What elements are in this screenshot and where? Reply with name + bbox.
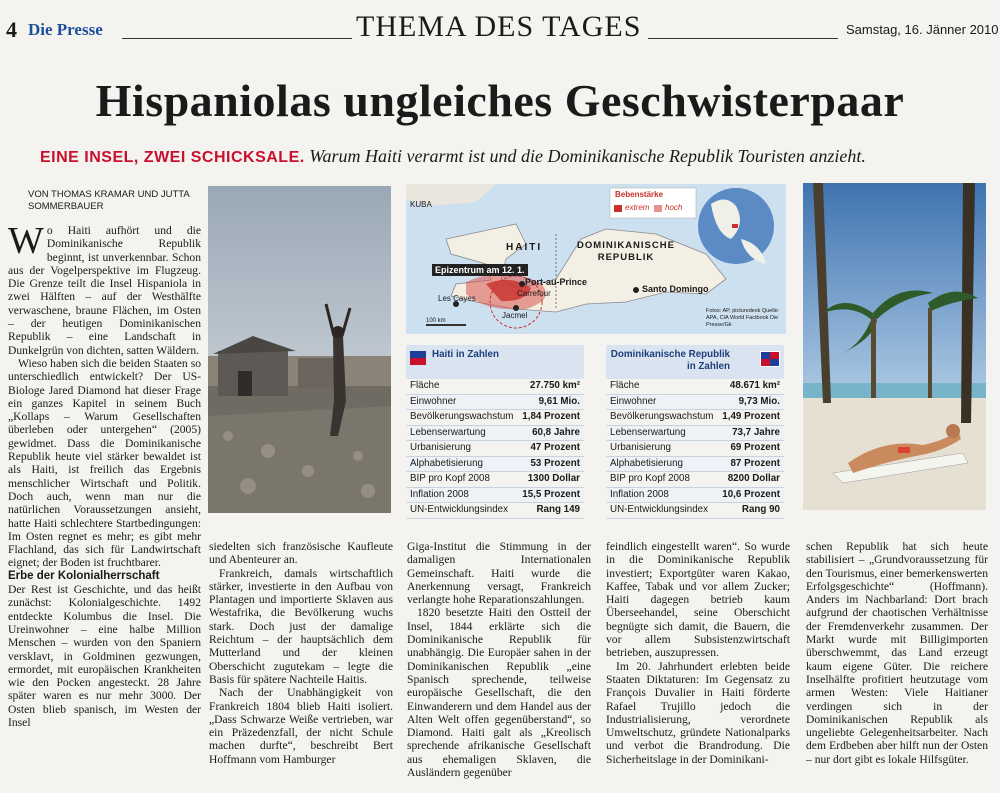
- row-label: Inflation 2008: [410, 488, 469, 500]
- paragraph: feindlich eingestellt waren“. So wurde in die Dominikanische Republik investiert; Exportgüter waren Kakao, Kaffee, Tabak und vor allem Zucker; Haiti dagegen betrieb kaum Überseehandel, seine Oberschicht begnügte sich damit, die Bauern, die vor allem Subsistenzwirtschaft betrieben, auszupressen.: [606, 540, 790, 660]
- row-value: 8200 Dollar: [727, 473, 780, 484]
- row-value: 48.671 km²: [729, 380, 780, 391]
- row-value: 47 Prozent: [530, 442, 580, 453]
- city-jacmel: Jacmel: [502, 311, 528, 320]
- dr-flag-icon: [760, 351, 780, 367]
- row-value: 10,6 Prozent: [722, 488, 780, 500]
- row-label: Fläche: [410, 380, 440, 391]
- article-column-3: [407, 540, 591, 779]
- paragraph: 1820 besetzte Haiti den Ostteil der Insel, 1844 erklärte sich die Dominikanische Republik für unabhängig. Die Europäer sahen in der Dominikanischen Republik „eine Spanisch sprechende, teilweise europäische Gesellschaft, die den Einwanderern und dem Handel aus der Alten Welt offen gegenüberstand“, so Diamond. Haiti galt als „Kreolisch sprechende afrikanische Gesellschaft aus ehemaligen Sklaven, die Ausländern gegenüber: [407, 606, 591, 780]
- table-row: [406, 441, 584, 457]
- table-row: [606, 395, 784, 411]
- haiti-flag-icon: [410, 351, 426, 365]
- table-row: [406, 503, 584, 519]
- paragraph: Nach der Unabhängigkeit von Frankreich 1804 blieb Haiti isoliert. „Dass Schwarze Weiße vertrieben, war ein Präzedenzfall, der nicht Schule machen durfte“, beschreibt Bert Hoffmann vom Hamburger: [209, 686, 393, 766]
- headline: Hispaniolas ungleiches Geschwisterpaar: [95, 75, 905, 126]
- table-row: [406, 488, 584, 504]
- header-rule-left: [122, 38, 352, 39]
- row-value: 73,7 Jahre: [732, 426, 780, 438]
- row-label: BIP pro Kopf 2008: [610, 473, 690, 484]
- table-row: [606, 441, 784, 457]
- row-label: Alphabetisierung: [410, 457, 483, 469]
- map-label-kuba: KUBA: [410, 200, 432, 209]
- table-row: [406, 379, 584, 395]
- table-title: Haiti in Zahlen: [432, 349, 499, 360]
- dr-stats-table: [606, 345, 784, 519]
- issue-date: Samstag, 16. Jänner 2010: [846, 22, 999, 37]
- row-value: 87 Prozent: [730, 457, 780, 469]
- article-column-2: [209, 540, 393, 766]
- photo-haiti-slum: [208, 186, 391, 513]
- row-value: Rang 149: [536, 504, 580, 515]
- table-row: [406, 410, 584, 426]
- section-title: THEMA DES TAGES: [356, 10, 642, 43]
- table-row: [406, 395, 584, 411]
- hispaniola-map: [406, 184, 786, 334]
- paragraph: o Haiti aufhört und die Dominikanische Republik beginnt, ist unverkennbar. Schon aus der Vogelperspektive im Flugzeug. Die Grenze teilt die Insel Hispaniola in zwei Hälften – auf der Westhälfte verwaschene, braune Flächen, im Osten – der heutigen Dominikanischen Republik – eine Landschaft in Dunkelgrün von dichten, satten Wäldern.: [8, 224, 201, 357]
- table-title: Dominikanische Republik in Zahlen: [610, 349, 730, 372]
- legend-extreme: extrem: [625, 203, 650, 212]
- row-label: Fläche: [610, 380, 640, 391]
- table-row: [606, 410, 784, 426]
- paragraph: schen Republik hat sich heute stabilisiert – „Grundvoraussetzung für den Tourismus, einer bemerkenswerten Erfolgsgeschichte“ (Hoffmann). Anders im Nachbarland: Dort brach aufgrund der chaotischen Verhältnisse der Fremdenverkehr zusammen. Der Markt wurde mit Billigimporten überschwemmt, das Land erzeugt kaum eigene Güter. Die reichere Inselhälfte profitiert heutzutage vom armen Westen: Viele Haitianer verdingen sich in der Dominikanischen Republik als ungeliebte Gelegenheitsarbeiter. Nach dem Erdbeben aber hilft nun der Osten – nur dort gibt es lokale Hilfsgüter.: [806, 540, 988, 766]
- row-label: Einwohner: [610, 395, 657, 407]
- table-row: [606, 379, 784, 395]
- city-carrefour: Carrefour: [517, 289, 551, 298]
- row-label: UN-Entwicklungsindex: [410, 504, 509, 515]
- page-number: 4: [6, 17, 17, 42]
- row-value: 60,8 Jahre: [532, 426, 580, 438]
- article-column-1: [8, 220, 201, 729]
- article-column-5: [806, 540, 988, 766]
- legend-title: Bebenstärke: [615, 190, 664, 199]
- row-value: 9,73 Mio.: [738, 395, 780, 407]
- row-value: 9,61 Mio.: [538, 395, 580, 407]
- drop-cap: W: [8, 220, 44, 262]
- row-value: 1,49 Prozent: [722, 411, 780, 422]
- haiti-stats-table: [406, 345, 584, 519]
- table-row: [406, 426, 584, 442]
- paragraph: Frankreich, damals wirtschaftlich stärker, investierte in den Aufbau von Plantagen und importierte Sklaven aus Westafrika, die Bevölkerung wuchs stark. Doch just der damalige Reichtum – der hauptsächlich dem Mutterland und der kleinen Oberschicht zugutekam – legte die Basis für spätere Nachteile Haitis.: [209, 566, 393, 686]
- row-value: 15,5 Prozent: [522, 488, 580, 500]
- table-row: [406, 472, 584, 488]
- paragraph: Im 20. Jahrhundert erlebten beide Staaten Diktaturen: Im Gegensatz zu François Duvalier in Haiti förderte Rafael Trujillo jedoch die Industrialisierung, verordnete Umweltschutz, gründete Nationalparks und verbot die Brandrodung. Die Sicherheitslage in der Dominikani-: [606, 659, 790, 766]
- row-value: 1,84 Prozent: [522, 411, 580, 422]
- row-value: 69 Prozent: [730, 442, 780, 453]
- row-label: Bevölkerungswachstum: [410, 411, 514, 422]
- city-santo-domingo: Santo Domingo: [642, 284, 709, 294]
- row-label: Urbanisierung: [610, 442, 671, 453]
- map-label-dom-rep: DOMINIKANISCHE REPUBLIK: [577, 240, 675, 263]
- table-row: [606, 457, 784, 473]
- table-row: [606, 472, 784, 488]
- map-label-haiti: HAITI: [506, 242, 543, 253]
- table-row: [606, 488, 784, 504]
- epicenter-label: Epizentrum am 12. 1.: [432, 264, 528, 276]
- subheadline-kicker: EINE INSEL, ZWEI SCHICKSALE.: [40, 149, 305, 166]
- row-value: Rang 90: [741, 504, 780, 515]
- paragraph: Giga-Institut die Stimmung in der damaligen Internationalen Gemeinschaft. Haiti wurde die Anerkennung versagt, Frankreich verlangte hohe Reparationszahlungen.: [407, 540, 591, 607]
- legend-hoch: hoch: [665, 203, 683, 212]
- photo-beach-tourist: [803, 183, 986, 510]
- row-value: 1300 Dollar: [527, 473, 580, 484]
- section-subhead: Erbe der Kolonialherrschaft: [8, 569, 160, 582]
- table-header: [606, 345, 784, 379]
- paragraph: Der Rest ist Geschichte, und das heißt zunächst: Kolonialgeschichte. 1492 entdeckte Kolumbus die Insel. Die Ureinwohner – eine halbe Million Menschen – wurden von den Spaniern versklavt, in Goldminen gezwungen, ermordet, mit europäischen Krankheiten wie den Pocken angesteckt. 28 Jahre später waren es nur mehr 3000. Der Osten blieb spanisch, im Westen der Insel: [8, 583, 201, 729]
- city-les-cayes: Les Cayes: [438, 294, 476, 303]
- city-port-au-prince: Port-au-Prince: [525, 277, 588, 287]
- row-label: Lebenserwartung: [610, 426, 686, 438]
- row-label: Lebenserwartung: [410, 426, 486, 438]
- table-row: [606, 426, 784, 442]
- map-credits: Fotos: AP, picturedesk Quelle: APA, CIA World Factbook Die Presse/Gk: [706, 308, 780, 328]
- newspaper-name: Die Presse: [28, 20, 103, 39]
- paragraph: Wieso haben sich die beiden Staaten so unterschiedlich entwickelt? Der US-Biologe Jared Diamond hat dieser Frage ein ganzes Kapitel in seinem Buch „Kollaps – Warum Gesellschaften überleben oder untergehen“ (2005) gewidmet. Dass die Dominikanische Republik heute viel stärker bewaldet ist als Haiti, ist freilich das Ergebnis menschlicher Wirtschaft und Politik. Doch auch, wenn man nur die natürlichen Voraussetzungen ansieht, hatte Haiti schlechtere Startbedingungen: Im Osten regnet es mehr; es gibt mehr Flachland, das sich für Landwirtschaft eignet; der Boden ist fruchtbarer.: [8, 356, 201, 570]
- paragraph: siedelten sich französische Kaufleute und Abenteurer an.: [209, 540, 393, 567]
- row-label: Bevölkerungswachstum: [610, 411, 714, 422]
- row-label: Einwohner: [410, 395, 457, 407]
- byline: VON THOMAS KRAMAR UND JUTTA SOMMERBAUER: [28, 189, 190, 212]
- row-label: Urbanisierung: [410, 442, 471, 453]
- table-row: [606, 503, 784, 519]
- row-label: BIP pro Kopf 2008: [410, 473, 490, 484]
- row-label: Alphabetisierung: [610, 457, 683, 469]
- article-column-4: [606, 540, 790, 766]
- table-row: [406, 457, 584, 473]
- subheadline: [40, 146, 980, 167]
- row-value: 27.750 km²: [529, 380, 580, 391]
- map-scale: 100 km: [426, 318, 446, 324]
- table-header: [406, 345, 584, 379]
- header-rule-right: [648, 38, 838, 39]
- subheadline-text: Warum Haiti verarmt ist und die Dominikanische Republik Touristen anzieht.: [309, 146, 866, 166]
- row-label: Inflation 2008: [610, 488, 669, 500]
- row-value: 53 Prozent: [530, 457, 580, 469]
- row-label: UN-Entwicklungsindex: [610, 504, 709, 515]
